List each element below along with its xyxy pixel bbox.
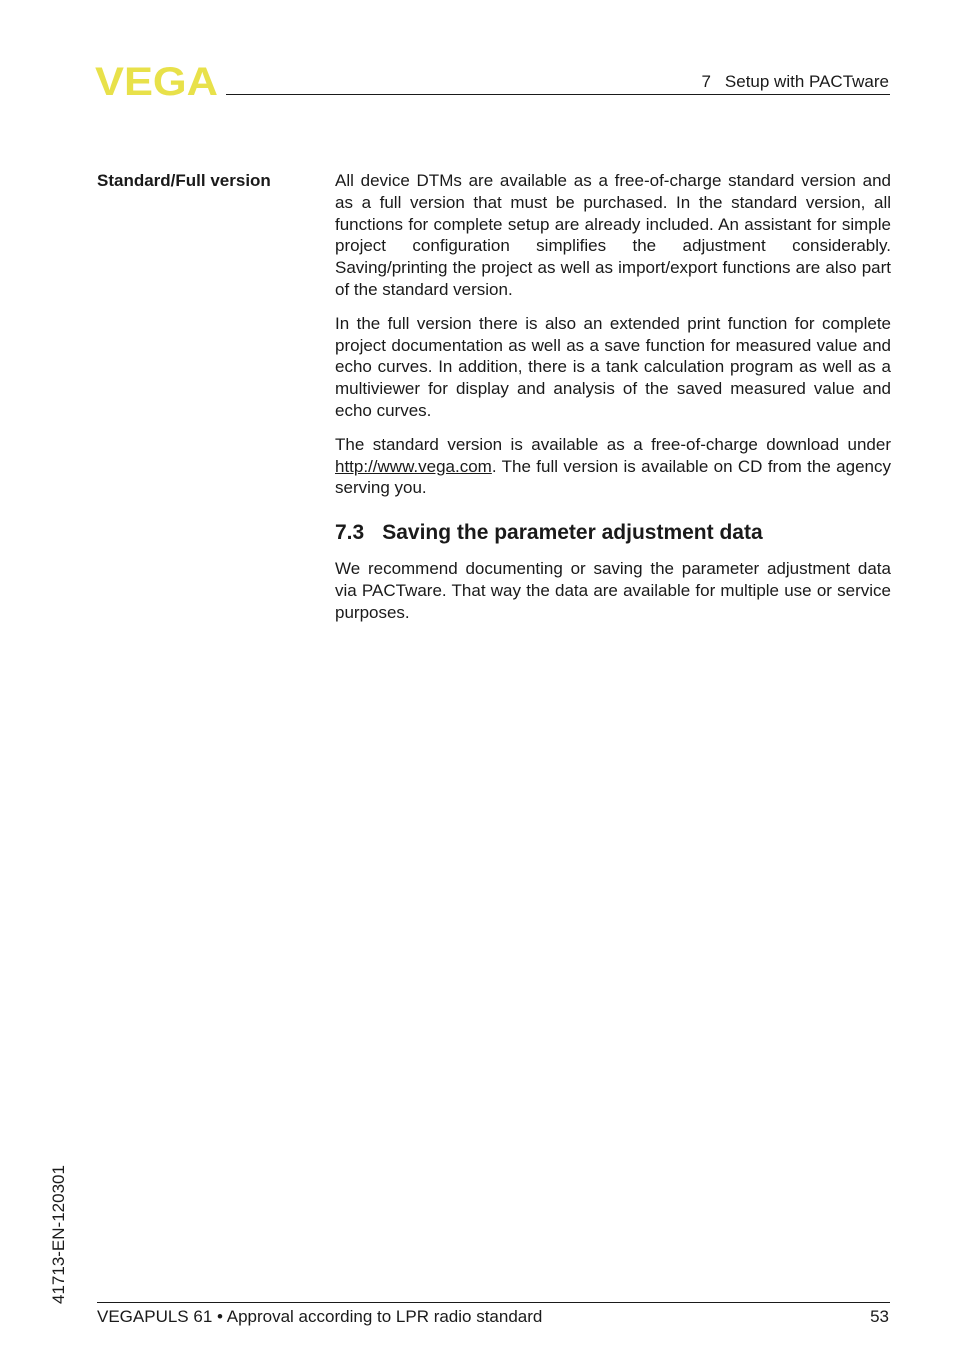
section-heading — [335, 521, 891, 545]
paragraph-saving-data: We recommend documenting or saving the parameter adjustment data via PACTware. That way the data are available for multiple use or service purposes. — [335, 559, 891, 622]
vega-logo — [95, 63, 220, 99]
download-text-after: . The full version is available on CD from the agency serving you. — [335, 456, 891, 498]
chapter-header — [701, 72, 889, 92]
section-title: Saving the parameter adjustment data — [382, 521, 763, 545]
main-content — [335, 170, 891, 636]
paragraph-download — [335, 434, 891, 499]
vega-logo-text: VEGA — [95, 63, 218, 99]
download-text-before: The standard version is available as a free-of-charge download under — [335, 434, 891, 454]
margin-label: Standard/Full version — [97, 171, 271, 190]
chapter-title: Setup with PACTware — [724, 72, 889, 91]
page-number: 53 — [870, 1307, 889, 1326]
chapter-number: 7 — [701, 72, 711, 91]
footer-divider — [97, 1302, 890, 1303]
paragraph-full-version: In the full version there is also an extended print function for complete project documentation as well as a save function for measured value and echo curves. In addition, there is a tank calculation program as well as a multiviewer for display and analysis of the saved measured value and echo curves. — [335, 313, 891, 420]
section-number: 7.3 — [335, 521, 365, 545]
footer-title: VEGAPULS 61 • Approval according to LPR radio standard — [97, 1307, 543, 1326]
document-code: 41713-EN-120301 — [49, 1165, 68, 1304]
paragraph-standard-version: All device DTMs are available as a free-of-charge standard version and as a full version that must be purchased. In the standard version, all functions for complete setup are already included. An assistant for simple project configuration simplifies the adjustment considerably. Saving/printing the project as well as import/export functions are also part of the standard version. — [335, 171, 891, 299]
vega-website-link[interactable]: http://www.vega.com — [335, 456, 492, 476]
header-divider — [226, 94, 890, 95]
